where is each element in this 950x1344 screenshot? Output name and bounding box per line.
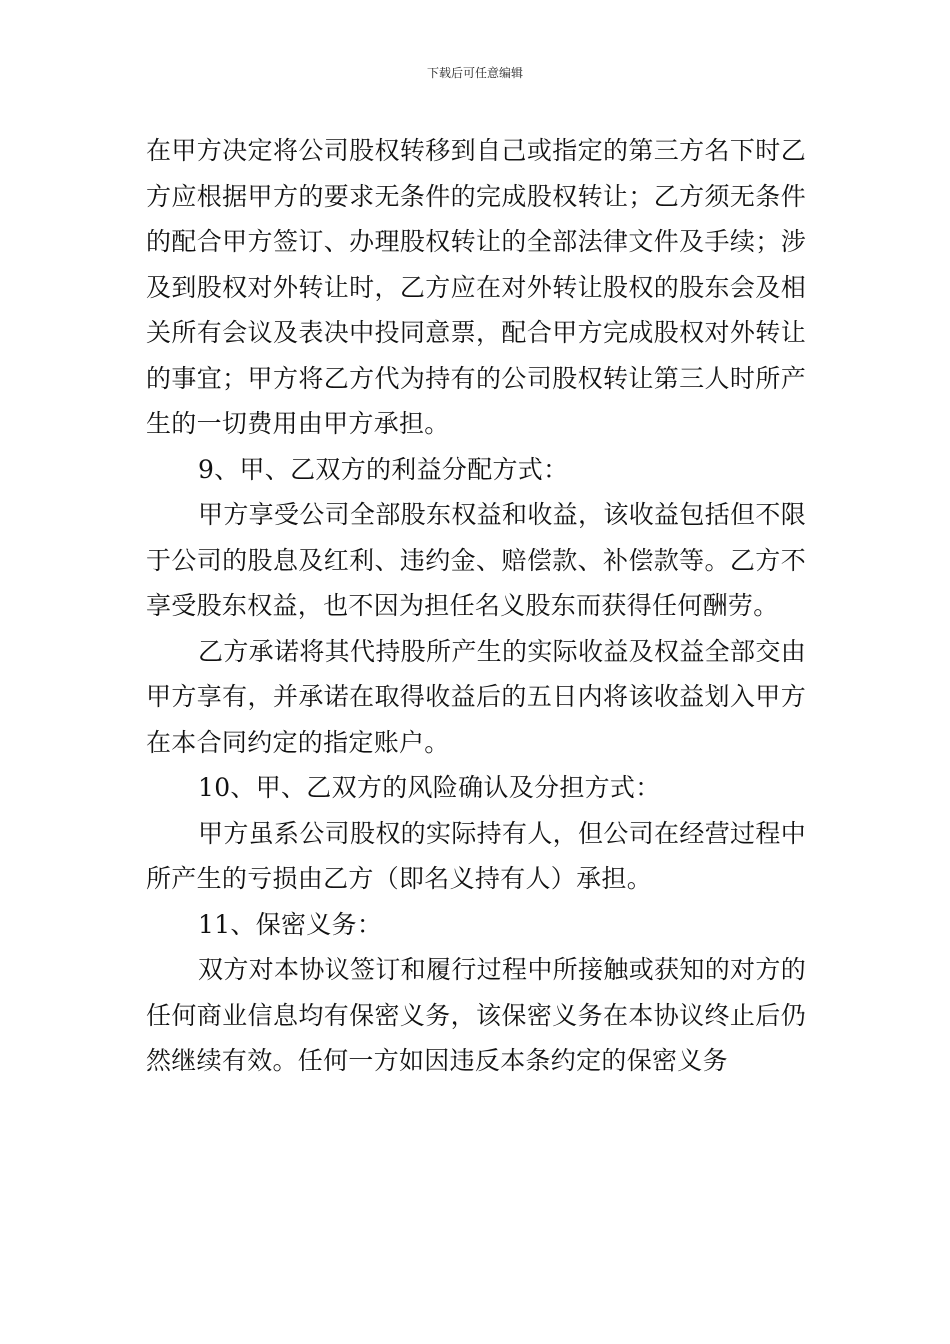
paragraph-profit-rights: 甲方享受公司全部股东权益和收益，该收益包括但不限于公司的股息及红利、违约金、赔偿款、补偿款等。乙方不享受股东权益，也不因为担任名义股东而获得任何酬劳。	[146, 500, 806, 620]
page-header: 下载后可任意编辑	[426, 66, 523, 80]
paragraph-share-transfer: 在甲方决定将公司股权转移到自己或指定的第三方名下时乙方应根据甲方的要求无条件的完成股权转让；乙方须无条件的配合甲方签订、办理股权转让的全部法律文件及手续；涉及到股权对外转让时，乙方应在对外转让股权的股东会及相关所有会议及表决中投同意票，配合甲方完成股权对外转让的事宜；甲方将乙方代为持有的公司股权转让第三人时所产生的一切费用由甲方承担。	[146, 136, 806, 438]
clause-heading-11: 11、保密义务：	[198, 909, 383, 939]
paragraph-risk-sharing: 甲方虽系公司股权的实际持有人，但公司在经营过程中所产生的亏损由乙方（即名义持有人）承担。	[146, 818, 806, 893]
paragraph-confidentiality: 双方对本协议签订和履行过程中所接触或获知的对方的任何商业信息均有保密义务，该保密义务在本协议终止后仍然继续有效。任何一方如因违反本条约定的保密义务	[146, 955, 806, 1075]
clause-heading-10: 10、甲、乙双方的风险确认及分担方式：	[198, 773, 661, 802]
paragraph-income-transfer: 乙方承诺将其代持股所产生的实际收益及权益全部交由甲方享有，并承诺在取得收益后的五日内将该收益划入甲方在本合同约定的指定账户。	[146, 636, 806, 757]
clause-heading-9: 9、甲、乙双方的利益分配方式：	[198, 454, 569, 484]
document-body	[146, 128, 806, 1084]
